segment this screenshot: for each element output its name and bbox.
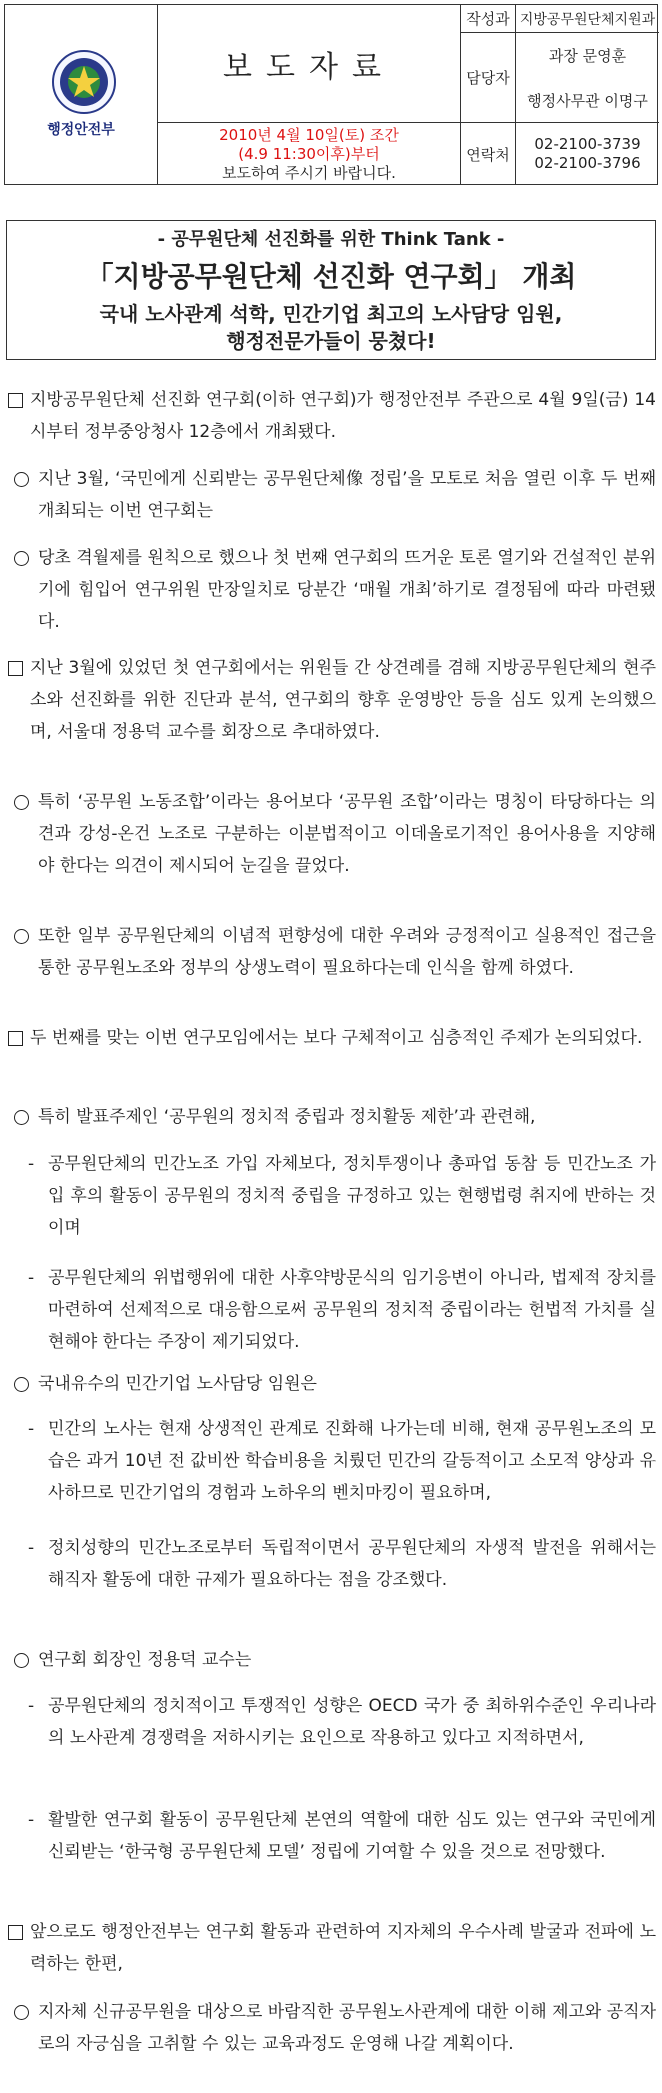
government-emblem-logo bbox=[51, 49, 117, 115]
embargo-notice bbox=[158, 123, 460, 185]
paragraph-11 bbox=[14, 1368, 656, 1400]
paragraph-text: 두 번째를 맞는 이번 연구모임에서는 보다 구체적이고 심층적인 주제가 논의되었다. bbox=[30, 1028, 643, 1048]
circle-bullet-icon bbox=[14, 1653, 29, 1668]
paragraph-16 bbox=[28, 1804, 656, 1868]
dash-bullet: - bbox=[28, 1810, 35, 1830]
paragraph-text: 민간의 노사는 현재 상생적인 관계로 진화해 나가는데 비해, 현재 공무원노조의 모습은 과거 10년 전 값비싼 학습비용을 치뤘던 민간의 갈등적이고 소모적 양상과 유사하므로 민간기업의 경험과 노하우의 벤치마킹이 필요하며, bbox=[48, 1419, 656, 1503]
square-bullet-icon bbox=[8, 1031, 23, 1046]
dash-bullet: - bbox=[28, 1538, 35, 1558]
paragraph-18 bbox=[14, 1996, 656, 2060]
square-bullet-icon bbox=[8, 661, 23, 676]
circle-bullet-icon bbox=[14, 929, 29, 944]
headline-box bbox=[6, 220, 656, 360]
contact-person-2: 행정사무관 이명구 bbox=[527, 91, 648, 110]
circle-bullet-icon bbox=[14, 1110, 29, 1125]
paragraph-text: 지방공무원단체 선진화 연구회(이하 연구회)가 행정안전부 주관으로 4월 9일(금) 14시부터 정부중앙청사 12층에서 개최됐다. bbox=[30, 390, 656, 442]
contact-person-1: 과장 문영훈 bbox=[548, 47, 627, 65]
paragraph-2 bbox=[14, 463, 656, 527]
phone-label: 연락처 bbox=[466, 145, 510, 164]
headline-description bbox=[100, 301, 563, 355]
circle-bullet-icon bbox=[14, 551, 29, 566]
paragraph-1 bbox=[8, 384, 656, 448]
dash-bullet: - bbox=[28, 1419, 35, 1439]
paragraph-13 bbox=[28, 1532, 656, 1596]
paragraph-text: 공무원단체의 위법행위에 대한 사후약방문식의 임기응변이 아니라, 법제적 장치를 마련하여 선제적으로 대응함으로써 공무원의 정치적 중립이라는 헌법적 가치를 실현해야 한다는 주장이 제기되었다. bbox=[48, 1268, 656, 1352]
phone-numbers bbox=[516, 123, 659, 185]
embargo-request: 보도하여 주시기 바랍니다. bbox=[222, 163, 396, 182]
headline-desc-line1: 국내 노사관계 석학, 민간기업 최고의 노사담당 임원, bbox=[99, 302, 563, 326]
circle-bullet-icon bbox=[14, 1377, 29, 1392]
paragraph-12 bbox=[28, 1413, 656, 1509]
dash-bullet: - bbox=[28, 1696, 35, 1716]
paragraph-17 bbox=[8, 1916, 656, 1980]
square-bullet-icon bbox=[8, 393, 23, 408]
contact-person-label: 담당자 bbox=[466, 69, 510, 87]
circle-bullet-icon bbox=[14, 795, 29, 810]
paragraph-5 bbox=[14, 786, 656, 882]
headline-desc-line2: 행정전문가들이 뭉쳤다! bbox=[226, 329, 436, 353]
square-bullet-icon bbox=[8, 1925, 23, 1940]
author-value: 지방공무원단체지원과 bbox=[519, 11, 656, 28]
paragraph-text: 정치성향의 민간노조로부터 독립적이면서 공무원단체의 자생적 발전을 위해서는 해직자 활동에 대한 규제가 필요하다는 점을 강조했다. bbox=[48, 1538, 656, 1590]
paragraph-9 bbox=[28, 1148, 656, 1244]
circle-bullet-icon bbox=[14, 472, 29, 487]
paragraph-text: 공무원단체의 정치적이고 투쟁적인 성향은 OECD 국가 중 최하위수준인 우리나라의 노사관계 경쟁력을 저하시키는 요인으로 작용하고 있다고 지적하면서, bbox=[48, 1696, 656, 1748]
phone-2: 02-2100-3796 bbox=[534, 154, 641, 172]
paragraph-text: 활발한 연구회 활동이 공무원단체 본연의 역할에 대한 심도 있는 연구와 국민에게 신뢰받는 ‘한국형 공무원단체 모델’ 정립에 기여할 수 있을 것으로 전망했다. bbox=[48, 1810, 656, 1862]
doc-type-label: 보도자료 bbox=[223, 49, 395, 85]
paragraph-text: 또한 일부 공무원단체의 이념적 편향성에 대한 우려와 긍정적이고 실용적인 접근을 통한 공무원노조와 정부의 상생노력이 필요하다는데 인식을 함께 하였다. bbox=[38, 926, 656, 978]
paragraph-7 bbox=[8, 1022, 656, 1054]
dash-bullet: - bbox=[28, 1268, 35, 1288]
paragraph-8 bbox=[14, 1101, 656, 1133]
paragraph-text: 특히 발표주제인 ‘공무원의 정치적 중립과 정치활동 제한’과 관련해, bbox=[38, 1107, 536, 1127]
embargo-date: 2010년 4월 10일(토) 조간 bbox=[219, 125, 399, 144]
paragraph-text: 당초 격월제를 원칙으로 했으나 첫 번째 연구회의 뜨거운 토론 열기와 건설적인 분위기에 힘입어 연구위원 만장일치로 당분간 ‘매월 개최’하기로 결정됨에 따라 마련됐다. bbox=[38, 548, 656, 632]
paragraph-text: 지난 3월에 있었던 첫 연구회에서는 위원들 간 상견례를 겸해 지방공무원단체의 현주소와 선진화를 위한 진단과 분석, 연구회의 향후 운영방안 등을 심도 있게 논의했으며, 서울대 정용덕 교수를 회장으로 추대하였다. bbox=[30, 658, 656, 742]
paragraph-3 bbox=[14, 542, 656, 638]
paragraph-text: 공무원단체의 민간노조 가입 자체보다, 정치투쟁이나 총파업 동참 등 민간노조 가입 후의 활동이 공무원의 정치적 중립을 규정하고 있는 현행법령 취지에 반하는 것이며 bbox=[48, 1154, 656, 1238]
paragraph-text: 특히 ‘공무원 노동조합’이라는 용어보다 ‘공무원 조합’이라는 명칭이 타당하다는 의견과 강성-온건 노조로 구분하는 이분법적이고 이데올로기적인 용어사용을 지양해야 한다는 의견이 제시되어 눈길을 끌었다. bbox=[38, 792, 656, 876]
headline-subtitle: - 공무원단체 선진화를 위한 Think Tank - bbox=[157, 229, 505, 250]
headline-title: 「지방공무원단체 선진화 연구회」 개최 bbox=[85, 260, 577, 293]
doc-type-title bbox=[158, 5, 460, 122]
paragraph-4 bbox=[8, 652, 656, 748]
circle-bullet-icon bbox=[14, 2005, 29, 2020]
phone-1: 02-2100-3739 bbox=[534, 135, 641, 153]
paragraph-text: 앞으로도 행정안전부는 연구회 활동과 관련하여 지자체의 우수사례 발굴과 전파에 노력하는 한편, bbox=[30, 1922, 656, 1974]
paragraph-6 bbox=[14, 920, 656, 984]
org-name: 행정안전부 bbox=[47, 122, 115, 138]
embargo-time: (4.9 11:30이후)부터 bbox=[238, 144, 380, 163]
dash-bullet: - bbox=[28, 1154, 35, 1174]
header-table bbox=[4, 4, 658, 185]
paragraph-text: 국내유수의 민간기업 노사담당 임원은 bbox=[38, 1374, 317, 1394]
paragraph-text: 지자체 신규공무원을 대상으로 바람직한 공무원노사관계에 대한 이해 제고와 공직자로의 자긍심을 고취할 수 있는 교육과정도 운영해 나갈 계획이다. bbox=[38, 2002, 656, 2054]
author-label: 작성과 bbox=[466, 10, 510, 28]
paragraph-text: 지난 3월, ‘국민에게 신뢰받는 공무원단체像 정립’을 모토로 처음 열린 이후 두 번째 개최되는 이번 연구회는 bbox=[38, 469, 656, 521]
paragraph-text: 연구회 회장인 정용덕 교수는 bbox=[38, 1650, 252, 1670]
paragraph-15 bbox=[28, 1690, 656, 1754]
paragraph-10 bbox=[28, 1262, 656, 1358]
paragraph-14 bbox=[14, 1644, 656, 1676]
